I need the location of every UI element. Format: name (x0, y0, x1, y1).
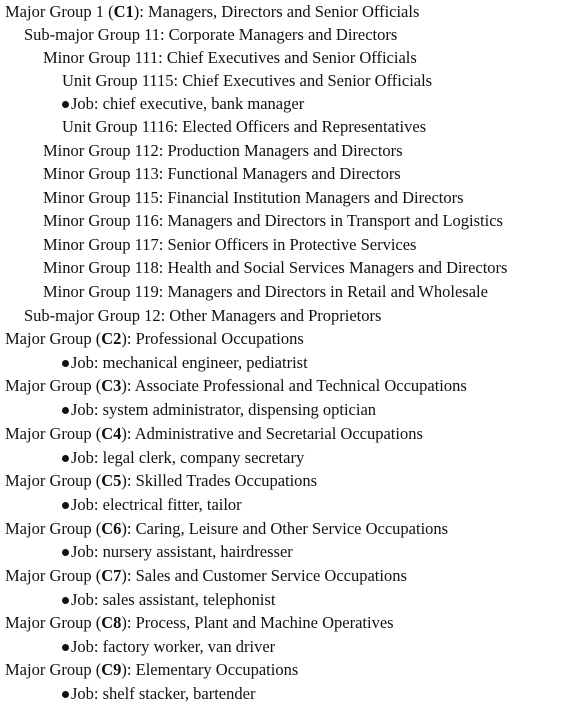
major-group-code: C3 (101, 376, 122, 395)
job-list-text: Job: shelf stacker, bartender (71, 684, 256, 703)
job-list-item (0, 635, 275, 658)
job-list-item (0, 92, 304, 115)
bullet-icon (62, 360, 69, 367)
bullet-icon (62, 549, 69, 556)
bullet-icon (62, 644, 69, 651)
major-group-code: C4 (101, 424, 122, 443)
minor-group-116: Minor Group 116: Managers and Directors in Transport and Logistics (43, 211, 503, 230)
major-group-title: ): Professional Occupations (121, 329, 304, 348)
bullet-icon (62, 101, 69, 108)
job-list-text: Job: factory worker, van driver (71, 637, 276, 656)
minor-group-118: Minor Group 118: Health and Social Services Managers and Directors (43, 258, 508, 277)
major-group-code: C6 (101, 519, 122, 538)
major-group-code: C1 (113, 2, 134, 21)
major-group-title: ): Sales and Customer Service Occupations (121, 566, 407, 585)
job-list-text: Job: mechanical engineer, pediatrist (71, 353, 308, 372)
major-group-prefix: Major Group ( (5, 376, 102, 395)
unit-group-1116: Unit Group 1116: Elected Officers and Representatives (62, 117, 427, 136)
job-list-text: Job: system administrator, dispensing optician (71, 400, 377, 419)
major-group-prefix: Major Group ( (5, 660, 102, 679)
job-list-item (0, 540, 293, 563)
minor-group-113: Minor Group 113: Functional Managers and Directors (43, 164, 401, 183)
job-list-text: Job: nursery assistant, hairdresser (71, 542, 293, 561)
job-list-text: Job: chief executive, bank manager (71, 94, 305, 113)
major-group-heading-c2 (0, 327, 304, 350)
major-group-heading-c8 (0, 611, 394, 634)
job-list-text: Job: sales assistant, telephonist (71, 590, 276, 609)
minor-group-111: Minor Group 111: Chief Executives and Senior Officials (43, 48, 417, 67)
major-group-title: ): Caring, Leisure and Other Service Occupations (121, 519, 449, 538)
submajor-group-11: Sub-major Group 11: Corporate Managers and Directors (24, 25, 398, 44)
major-group-heading-c3 (0, 374, 467, 397)
job-list-text: Job: legal clerk, company secretary (71, 448, 305, 467)
job-list-item (0, 446, 304, 469)
major-group-prefix: Major Group ( (5, 424, 102, 443)
job-list-item (0, 588, 275, 611)
major-group-code: C2 (101, 329, 122, 348)
major-group-prefix: Major Group ( (5, 471, 102, 490)
bullet-icon (62, 691, 69, 698)
major-group-heading-c5 (0, 469, 317, 492)
job-list-text: Job: electrical fitter, tailor (71, 495, 242, 514)
major-group-title: ): Managers, Directors and Senior Officials (133, 2, 420, 21)
major-group-heading-c1 (0, 0, 419, 23)
minor-group-115: Minor Group 115: Financial Institution Managers and Directors (43, 188, 464, 207)
major-group-code: C5 (101, 471, 122, 490)
job-list-item (0, 398, 376, 421)
major-group-prefix: Major Group ( (5, 329, 102, 348)
major-group-code: C8 (101, 613, 122, 632)
minor-group-117: Minor Group 117: Senior Officers in Protective Services (43, 235, 417, 254)
minor-group-119: Minor Group 119: Managers and Directors in Retail and Wholesale (43, 282, 488, 301)
major-group-heading-c9 (0, 658, 298, 681)
job-list-item (0, 682, 255, 705)
major-group-prefix: Major Group ( (5, 613, 102, 632)
major-group-heading-c6 (0, 517, 448, 540)
major-group-title: ): Process, Plant and Machine Operatives (121, 613, 394, 632)
major-group-title: ): Associate Professional and Technical Occupations (121, 376, 467, 395)
minor-group-112: Minor Group 112: Production Managers and Directors (43, 141, 403, 160)
major-group-heading-c7 (0, 564, 407, 587)
bullet-icon (62, 502, 69, 509)
major-group-prefix: Major Group ( (5, 566, 102, 585)
major-group-title: ): Administrative and Secretarial Occupations (121, 424, 423, 443)
major-group-title: ): Elementary Occupations (121, 660, 299, 679)
bullet-icon (62, 407, 69, 414)
major-group-heading-c4 (0, 422, 423, 445)
major-group-code: C7 (101, 566, 122, 585)
major-group-prefix: Major Group ( (5, 519, 102, 538)
bullet-icon (62, 597, 69, 604)
major-group-title: ): Skilled Trades Occupations (121, 471, 318, 490)
job-list-item (0, 493, 242, 516)
bullet-icon (62, 455, 69, 462)
major-group-code: C9 (101, 660, 122, 679)
job-list-item (0, 351, 308, 374)
unit-group-1115: Unit Group 1115: Chief Executives and Senior Officials (62, 71, 433, 90)
submajor-group-12: Sub-major Group 12: Other Managers and Proprietors (24, 306, 382, 325)
major-group-prefix: Major Group 1 ( (5, 2, 114, 21)
